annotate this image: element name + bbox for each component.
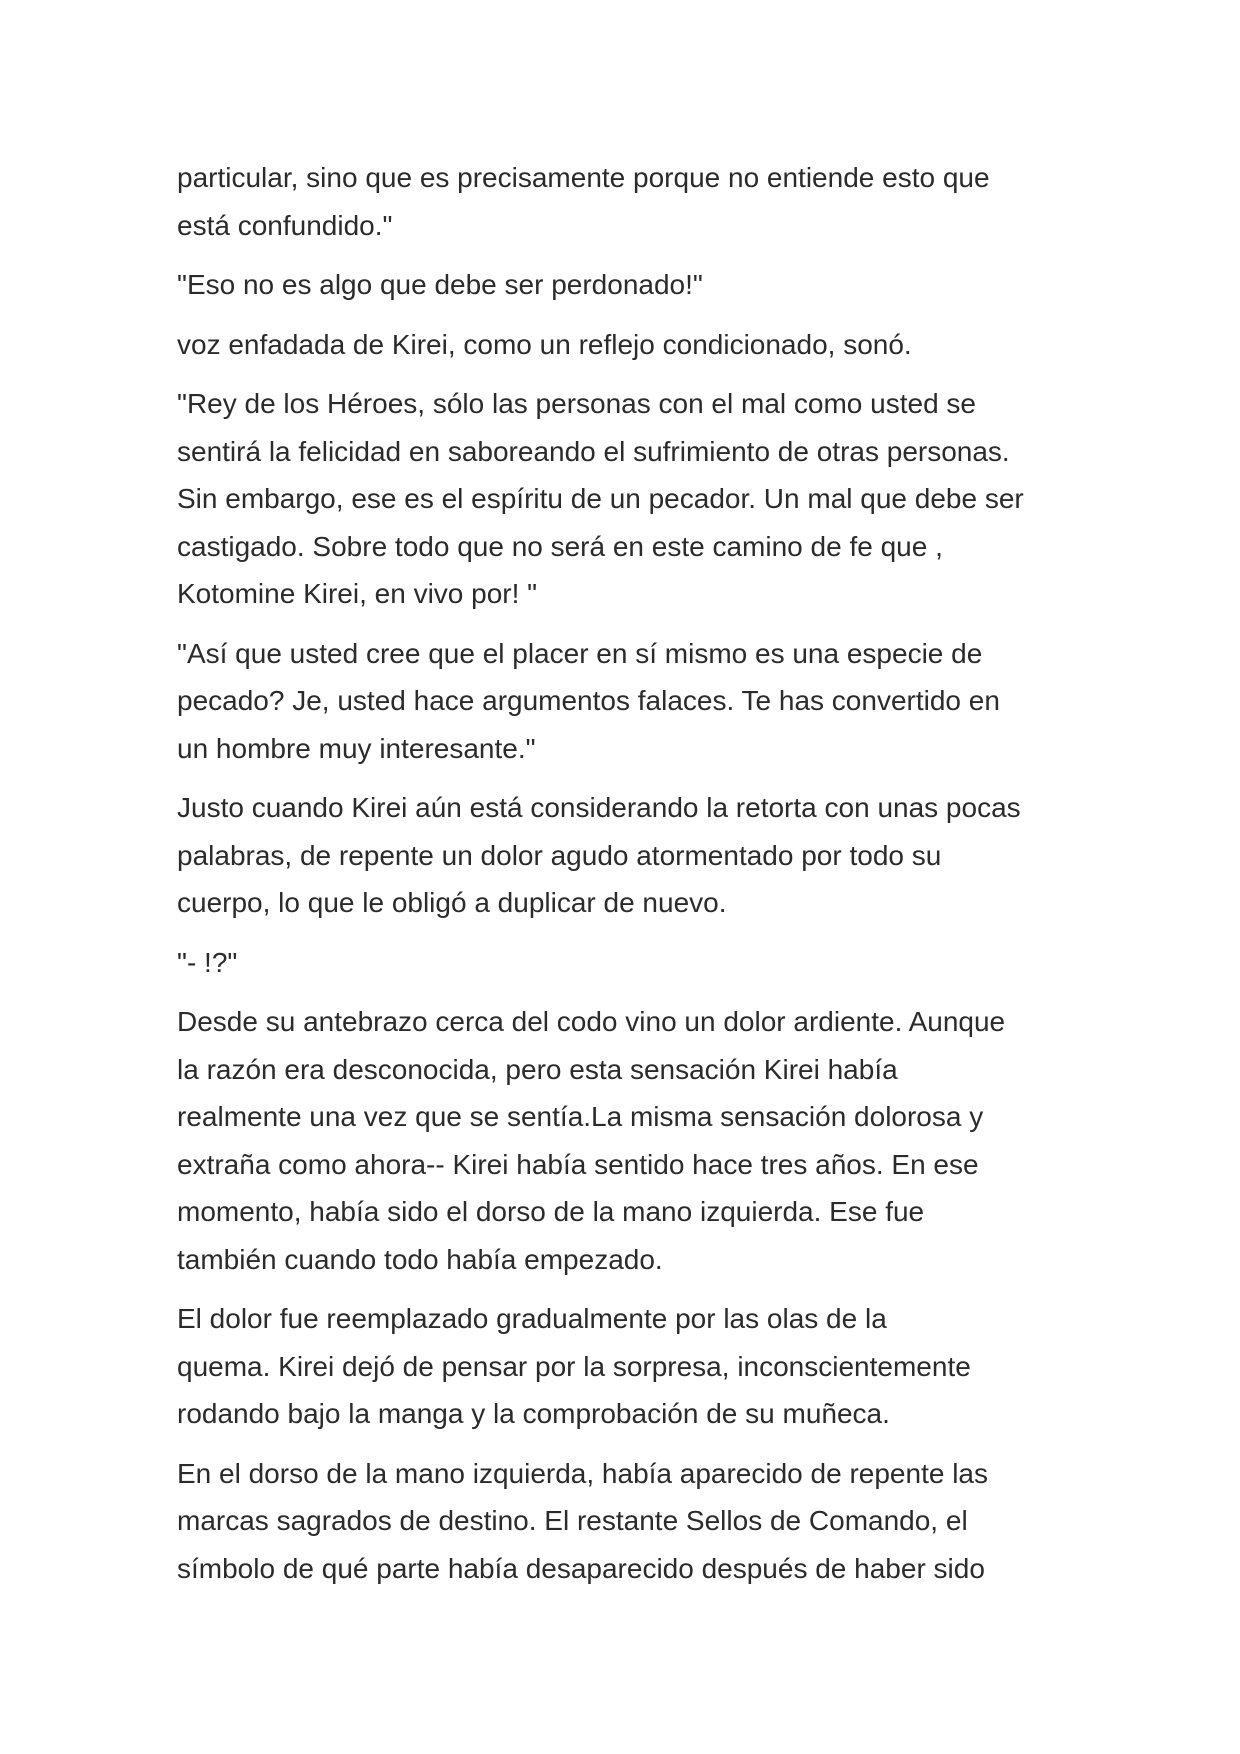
body-text	[177, 154, 1077, 1604]
text-line: la razón era desconocida, pero esta sensación Kirei había	[177, 1053, 898, 1085]
text-line: castigado. Sobre todo que no será en este camino de fe que ,	[177, 530, 943, 562]
paragraph	[177, 784, 1077, 927]
paragraph	[177, 154, 1077, 249]
text-line: "- !?"	[177, 946, 238, 978]
text-line: también cuando todo había empezado.	[177, 1243, 663, 1275]
text-line: Kotomine Kirei, en vivo por! "	[177, 578, 538, 609]
paragraph	[177, 998, 1077, 1283]
text-line: realmente una vez que se sentía.La misma sensación dolorosa y	[177, 1101, 984, 1132]
text-line: particular, sino que es precisamente porque no entiende esto que	[177, 162, 990, 193]
text-line: Sin embargo, ese es el espíritu de un pecador. Un mal que debe ser	[177, 483, 1024, 514]
text-line: cuerpo, lo que le obligó a duplicar de nuevo.	[177, 887, 727, 918]
text-line: pecado? Je, usted hace argumentos falaces. Te has convertido en	[177, 685, 1000, 716]
paragraph	[177, 261, 1077, 309]
text-line: "Así que usted cree que el placer en sí mismo es una especie de	[177, 637, 983, 669]
paragraph	[177, 630, 1077, 773]
text-line: Desde su antebrazo cerca del codo vino un dolor ardiente. Aunque	[177, 1006, 1006, 1037]
text-line: está confundido."	[177, 209, 393, 241]
text-line: rodando bajo la manga y la comprobación de su muñeca.	[177, 1398, 890, 1429]
text-line: "Rey de los Héroes, sólo las personas con el mal como usted se	[177, 388, 976, 419]
paragraph	[177, 321, 1077, 369]
text-line: "Eso no es algo que debe ser perdonado!"	[177, 269, 703, 300]
text-line: un hombre muy interesante."	[177, 732, 536, 764]
text-line: símbolo de qué parte había desaparecido después de haber sido	[177, 1552, 985, 1584]
paragraph	[177, 1450, 1077, 1593]
text-line: Justo cuando Kirei aún está considerando la retorta con unas pocas	[177, 792, 1021, 823]
text-line: voz enfadada de Kirei, como un reflejo condicionado, sonó.	[177, 328, 912, 360]
text-line: quema. Kirei dejó de pensar por la sorpresa, inconscientemente	[177, 1350, 971, 1382]
text-line: extraña como ahora-- Kirei había sentido hace tres años. En ese	[177, 1148, 979, 1180]
paragraph	[177, 380, 1077, 618]
paragraph	[177, 939, 1077, 987]
text-line: palabras, de repente un dolor agudo atormentado por todo su	[177, 839, 942, 871]
text-line: El dolor fue reemplazado gradualmente por las olas de la	[177, 1303, 887, 1334]
text-line: momento, había sido el dorso de la mano izquierda. Ese fue	[177, 1196, 925, 1227]
text-line: En el dorso de la mano izquierda, había aparecido de repente las	[177, 1457, 988, 1489]
paragraph	[177, 1295, 1077, 1438]
text-line: marcas sagrados de destino. El restante Sellos de Comando, el	[177, 1505, 968, 1536]
text-line: sentirá la felicidad en saboreando el sufrimiento de otras personas.	[177, 435, 1010, 467]
